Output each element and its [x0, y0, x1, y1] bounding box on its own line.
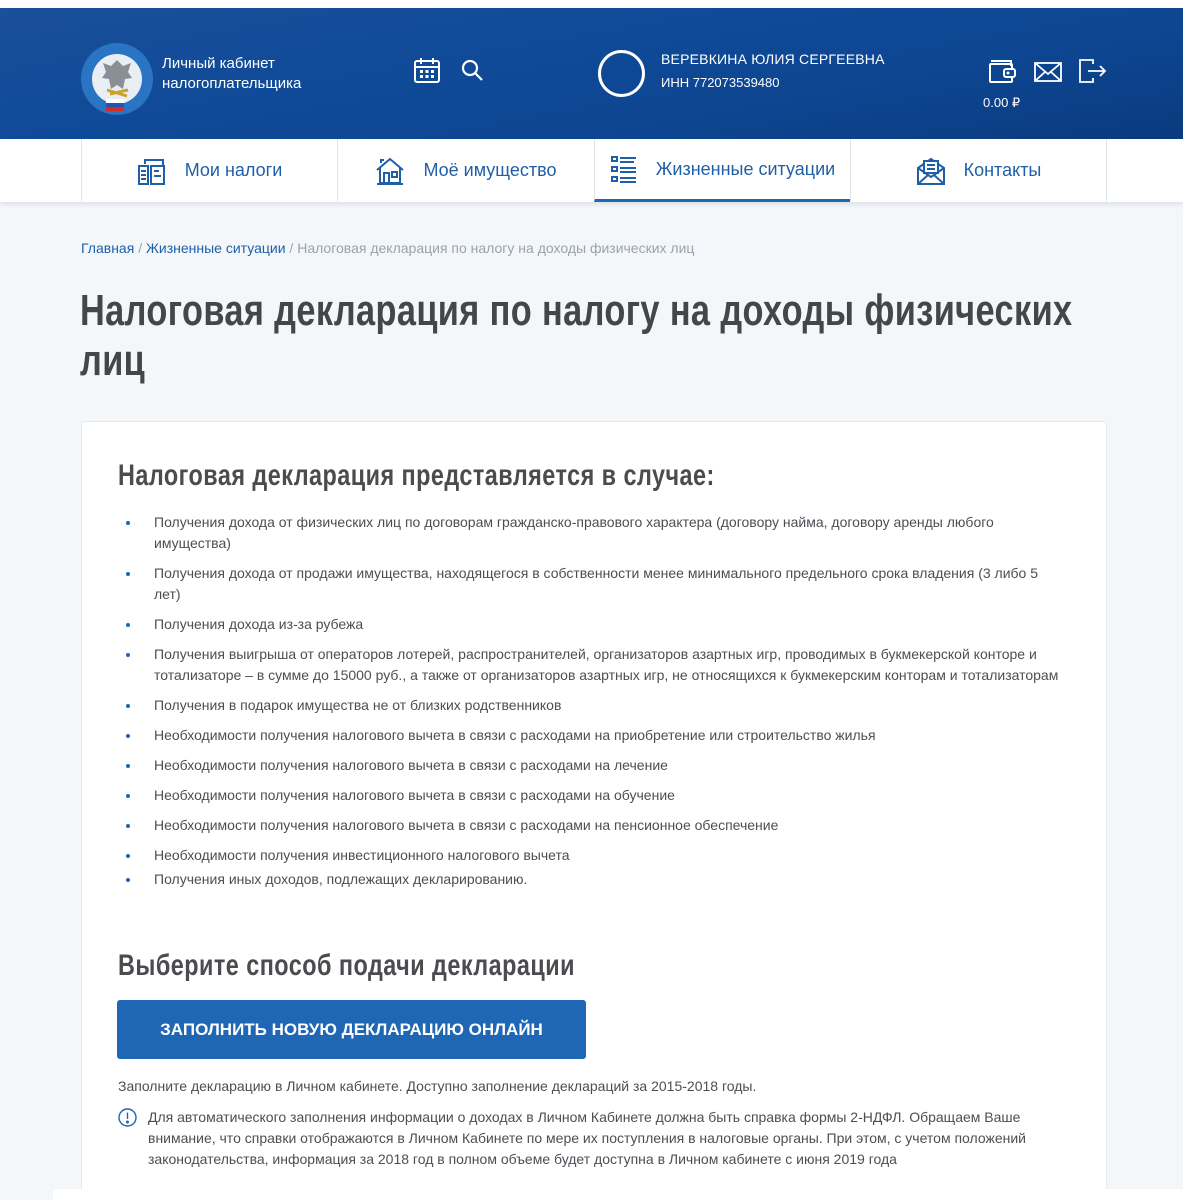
nav-tab-label: Контакты	[963, 160, 1042, 180]
list-item: Необходимости получения налогового вычета в связи с расходами на обучение	[118, 785, 1068, 806]
user-inn: ИНН 772073539480	[661, 75, 780, 90]
wallet-icon[interactable]	[988, 58, 1018, 89]
list-item: Необходимости получения инвестиционного налогового вычета	[118, 845, 1068, 866]
nav-divider	[1106, 139, 1107, 202]
house-icon	[375, 156, 405, 186]
nav-tab-life-situations[interactable]	[594, 139, 850, 202]
breadcrumb-separator: /	[138, 240, 143, 256]
footer-edge	[53, 1189, 1183, 1200]
site-header	[0, 8, 1183, 139]
avatar[interactable]	[598, 50, 645, 97]
list-item: Необходимости получения налогового вычета в связи с расходами на пенсионное обеспечение	[118, 815, 1068, 836]
breadcrumb-life-situations[interactable]: Жизненные ситуации	[145, 240, 286, 256]
brand-title[interactable]	[162, 54, 301, 94]
list-item: Необходимости получения налогового вычета в связи с расходами на лечение	[118, 755, 1068, 776]
page-title: Налоговая декларация по налогу на доходы физических лиц	[80, 286, 1073, 385]
info-notice	[118, 1107, 1068, 1170]
nav-tab-contacts[interactable]	[850, 139, 1106, 202]
nav-tab-my-property[interactable]	[337, 139, 594, 202]
logout-icon[interactable]	[1078, 58, 1108, 89]
breadcrumb-home[interactable]: Главная	[81, 240, 135, 256]
list-item: Получения дохода от физических лиц по договорам гражданско-правового характера (договору найма, договору аренды любого имущества)	[118, 512, 1068, 554]
list-item: Получения дохода от продажи имущества, находящегося в собственности менее минимального предельного срока владения (3 либо 5 лет)	[118, 563, 1068, 605]
fill-new-declaration-button[interactable]: ЗАПОЛНИТЬ НОВУЮ ДЕКЛАРАЦИЮ ОНЛАЙН	[117, 1000, 586, 1059]
breadcrumb	[81, 240, 694, 256]
cases-title: Налоговая декларация представляется в случае:	[118, 459, 715, 492]
info-text: Для автоматического заполнения информации о доходах в Личном Кабинете должна быть справка формы 2-НДФЛ. Обращаем Ваше внимание, что справки отображаются в Личном Кабинете по мере их поступления в налоговые органы. При этом, с учетом положений законодательства, информация за 2018 год в полном объеме будет доступна в Личном кабинете с июня 2019 года	[148, 1109, 1026, 1167]
fns-logo[interactable]	[80, 42, 154, 116]
top-strip	[0, 0, 1183, 8]
list-item: Получения в подарок имущества не от близких родственников	[118, 695, 1068, 716]
list-item: Необходимости получения налогового вычета в связи с расходами на приобретение или строительство жилья	[118, 725, 1068, 746]
fill-note: Заполните декларацию в Личном кабинете. Доступно заполнение деклараций за 2015-2018 годы.	[118, 1078, 757, 1094]
breadcrumb-separator: /	[289, 240, 294, 256]
user-name[interactable]: ВЕРЕВКИНА ЮЛИЯ СЕРГЕЕВНА	[661, 51, 885, 67]
list-item: Получения дохода из-за рубежа	[118, 614, 1068, 635]
submit-method-title: Выберите способ подачи декларации	[118, 949, 575, 982]
nav-tab-label: Мои налоги	[184, 160, 283, 180]
list-icon	[610, 155, 638, 183]
brand-line-1: Личный кабинет	[162, 55, 275, 72]
nav-tab-my-taxes[interactable]	[81, 139, 337, 202]
brand-line-2: налогоплательщика	[162, 75, 302, 92]
cases-list	[118, 512, 1068, 899]
breadcrumb-current: Налоговая декларация по налогу на доходы физических лиц	[297, 240, 695, 256]
list-item: Получения иных доходов, подлежащих декларированию.	[118, 869, 1068, 890]
list-item: Получения выигрыша от операторов лотерей, распространителей, организаторов азартных игр, проводимых в букмекерской конторе и тотализаторе – в сумме до 15000 руб., а также от организаторов азартных игр, не относящихся к букмекерским конторам и тотализаторам	[118, 644, 1068, 686]
nav-tab-label: Жизненные ситуации	[655, 158, 836, 179]
exclamation-circle-icon	[118, 1108, 137, 1132]
main-nav	[0, 139, 1183, 202]
calendar-icon[interactable]	[413, 56, 441, 89]
balance[interactable]: 0.00 ₽	[983, 95, 1021, 110]
nav-tab-label: Моё имущество	[423, 160, 557, 180]
envelope-letter-icon	[916, 156, 946, 186]
search-icon[interactable]	[460, 58, 484, 87]
mail-icon[interactable]	[1034, 62, 1062, 87]
tax-documents-icon	[137, 156, 167, 186]
content-card	[81, 421, 1107, 1200]
